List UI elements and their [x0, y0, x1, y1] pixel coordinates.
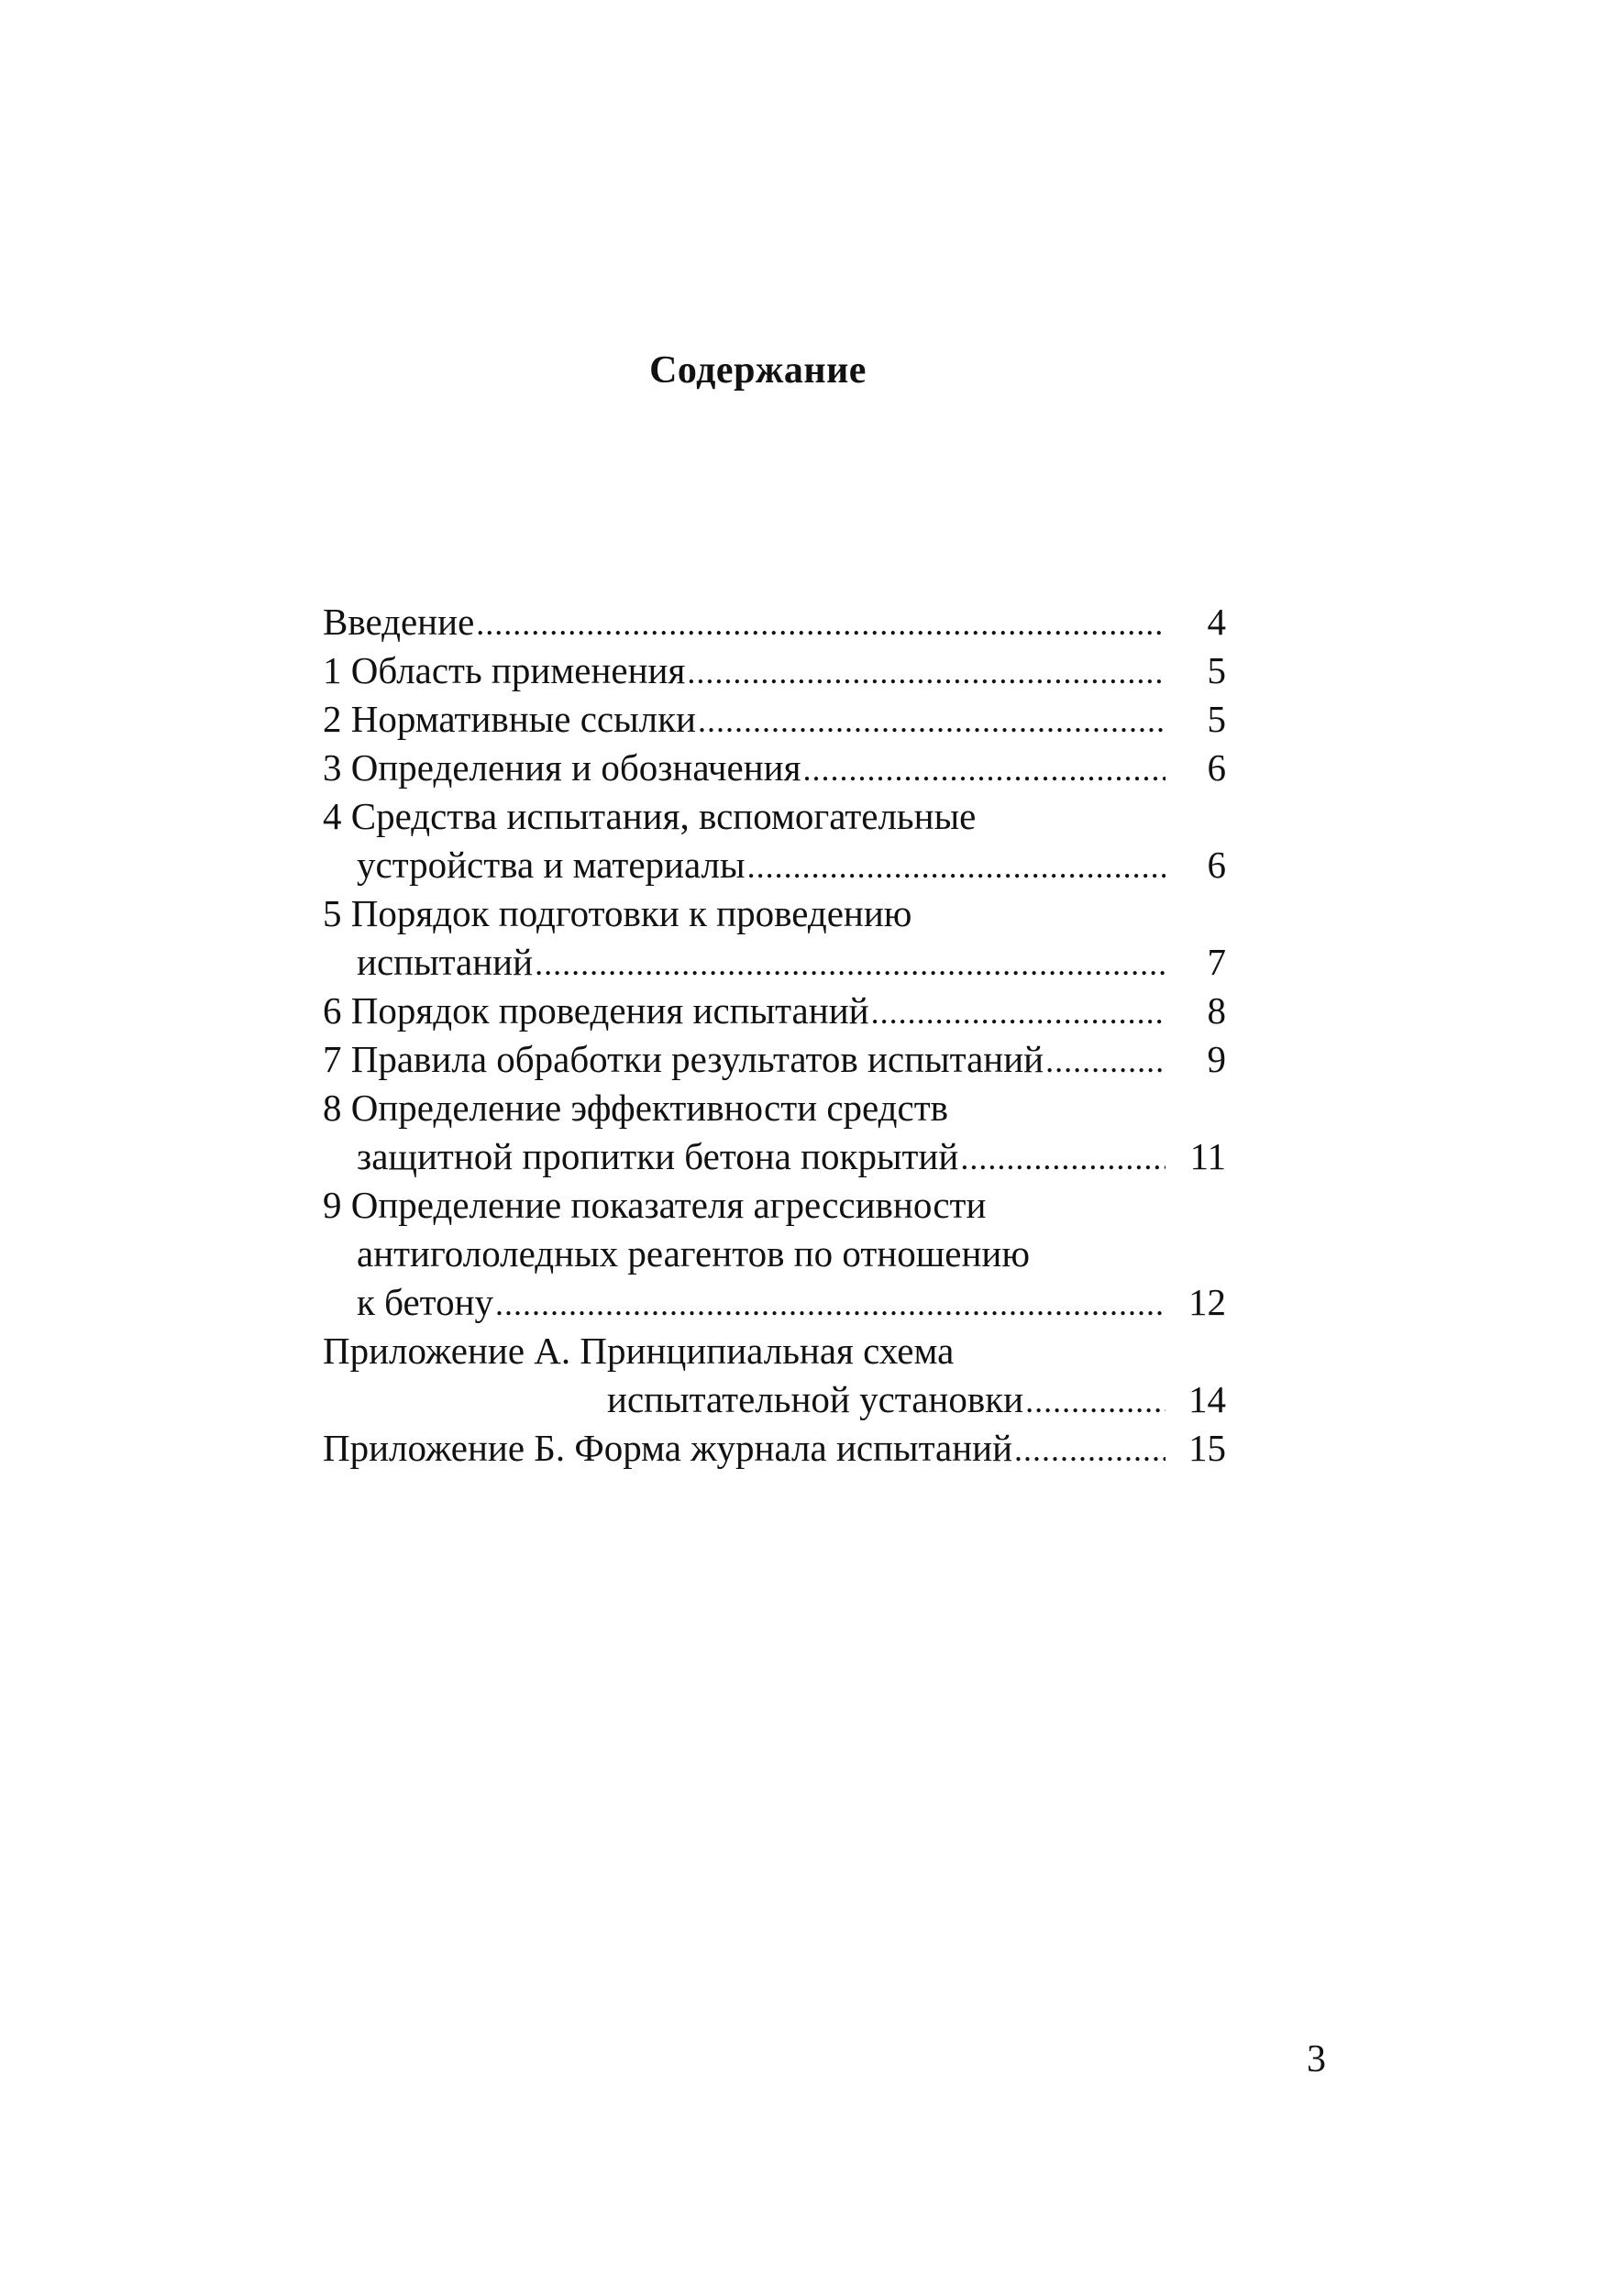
toc-entry-app-b — [323, 1424, 1226, 1473]
toc-entry-title: 5 Порядок подготовки к проведению — [323, 892, 912, 934]
toc-entry-page: 5 — [1207, 649, 1226, 691]
page-number: 3 — [1307, 2038, 1326, 2081]
toc-entry-9-line2 — [323, 1230, 1226, 1278]
toc-entry-app-a-line2 — [323, 1375, 1226, 1424]
toc-entry-page: 6 — [1207, 746, 1226, 789]
dot-leader — [687, 648, 1166, 697]
toc-entry-title: 9 Определение показателя агрессивности — [323, 1184, 987, 1226]
toc-entry-title: Введение — [323, 601, 475, 643]
toc-entry-title: 1 Область применения — [323, 649, 686, 691]
toc-entry-page: 6 — [1207, 844, 1226, 886]
toc-entry-title: 6 Порядок проведения испытаний — [323, 989, 869, 1032]
page-title: Содержание — [649, 349, 867, 392]
toc-entry-title: 7 Правила обработки результатов испытаний — [323, 1038, 1044, 1080]
toc-entry-page: 8 — [1207, 989, 1226, 1032]
toc-entry-7 — [323, 1035, 1226, 1084]
toc-entry-2 — [323, 695, 1226, 744]
dot-leader — [747, 843, 1166, 891]
toc-entry-title-cont: испытательной установки — [607, 1378, 1024, 1420]
toc-entry-title-cont: устройства и материалы — [357, 844, 746, 886]
toc-entry-title-cont: антигололедных реагентов по отношению — [357, 1232, 1030, 1275]
dot-leader — [1025, 1377, 1166, 1426]
toc-entry-page: 12 — [1188, 1281, 1226, 1323]
toc-entry-8-line2 — [323, 1132, 1226, 1181]
dot-leader — [1045, 1037, 1166, 1086]
dot-leader — [1014, 1426, 1166, 1474]
toc-entry-title: Приложение Б. Форма журнала испытаний — [323, 1427, 1013, 1469]
toc-entry-5-line1 — [323, 889, 1226, 938]
toc-entry-9-line1 — [323, 1181, 1226, 1230]
table-of-contents — [323, 598, 1226, 1473]
toc-entry-intro — [323, 598, 1226, 646]
dot-leader — [535, 940, 1166, 988]
dot-leader — [871, 988, 1166, 1037]
dot-leader — [495, 1280, 1166, 1329]
toc-entry-page: 14 — [1188, 1378, 1226, 1420]
toc-entry-page: 9 — [1207, 1038, 1226, 1080]
toc-entry-page: 7 — [1207, 941, 1226, 983]
dot-leader — [960, 1134, 1166, 1183]
toc-entry-6 — [323, 987, 1226, 1035]
toc-entry-title: 8 Определение эффективности средств — [323, 1087, 949, 1129]
toc-entry-9-line3 — [323, 1278, 1226, 1327]
toc-entry-title: Приложение А. Принципиальная схема — [323, 1330, 955, 1372]
toc-entry-page: 15 — [1188, 1427, 1226, 1469]
toc-entry-title: 3 Определения и обозначения — [323, 746, 801, 789]
toc-entry-1 — [323, 646, 1226, 695]
toc-entry-3 — [323, 744, 1226, 792]
toc-entry-title-cont: защитной пропитки бетона покрытий — [357, 1135, 959, 1177]
toc-entry-page: 4 — [1207, 601, 1226, 643]
toc-entry-4-line1 — [323, 792, 1226, 841]
toc-entry-title-cont: к бетону — [357, 1281, 494, 1323]
toc-entry-page: 5 — [1207, 698, 1226, 740]
toc-entry-4-line2 — [323, 841, 1226, 889]
toc-entry-page: 11 — [1189, 1135, 1226, 1177]
toc-entry-8-line1 — [323, 1084, 1226, 1132]
dot-leader — [802, 745, 1166, 794]
toc-entry-title: 4 Средства испытания, вспомогательные — [323, 795, 977, 837]
dot-leader — [476, 600, 1166, 648]
toc-entry-title-cont: испытаний — [357, 941, 534, 983]
toc-entry-app-a-line1 — [323, 1327, 1226, 1375]
dot-leader — [698, 697, 1166, 745]
toc-entry-title: 2 Нормативные ссылки — [323, 698, 696, 740]
toc-entry-5-line2 — [323, 938, 1226, 987]
